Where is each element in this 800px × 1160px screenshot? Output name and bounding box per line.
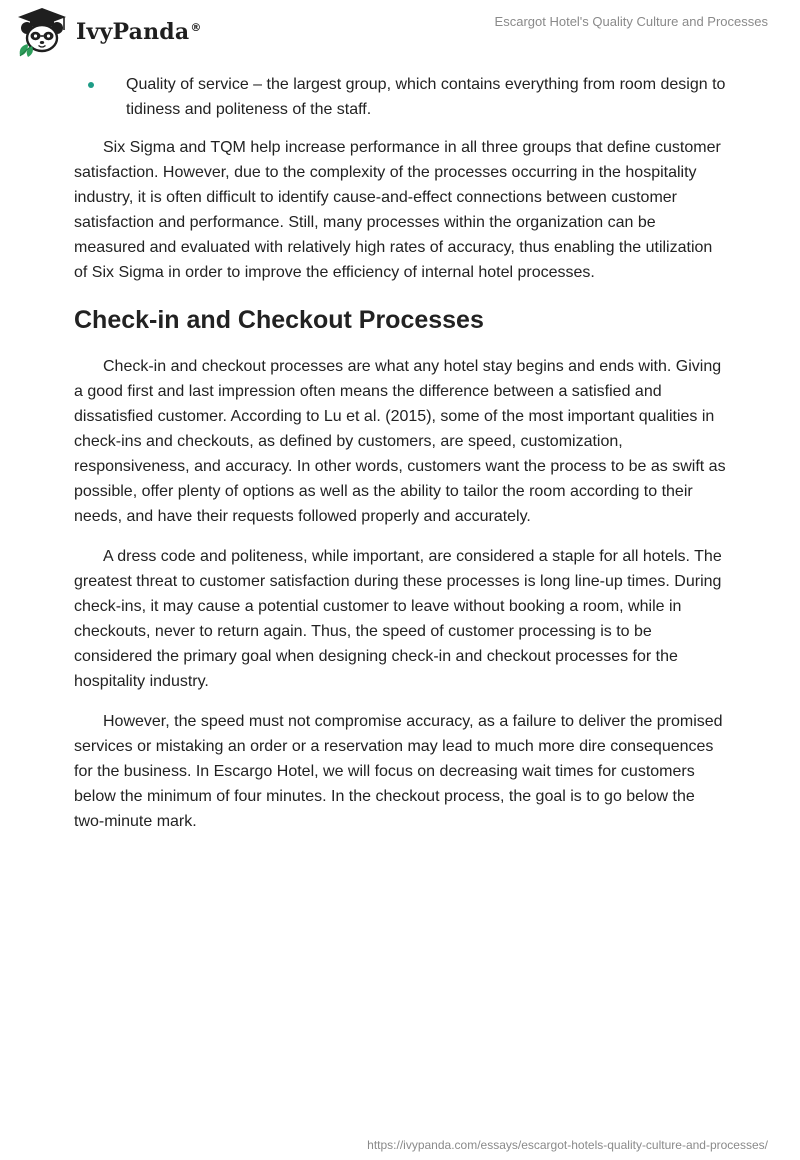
registered-mark: ® xyxy=(190,20,202,34)
page-header xyxy=(0,0,800,62)
panda-graduate-icon xyxy=(14,6,70,58)
paragraph-six-sigma: Six Sigma and TQM help increase performance in all three groups that define customer satisfaction. However, due to the complexity of the processes occurring in the hospitality industry, it is often difficult to identify cause-and-effect connections between customer satisfaction and performance. Still, many processes within the organization can be measured and evaluated with relatively high rates of accuracy, thus enabling the utilization of Six Sigma in order to improve the efficiency of internal hotel processes. xyxy=(74,139,721,281)
brand-name-text: IvyPanda xyxy=(76,19,190,45)
paragraph-speed-accuracy: However, the speed must not compromise accuracy, as a failure to deliver the promised services or mistaking an order or a reservation may lead to much more dire consequences for the business. In Escargo Hotel, we will focus on decreasing wait times for customers below the minimum of four minutes. In the checkout process, the goal is to go below the two-minute mark. xyxy=(74,713,723,830)
paragraph-dress-code: A dress code and politeness, while important, are considered a staple for all hotels. The greatest threat to customer satisfaction during these processes is long line-up times. During check-ins, it may cause a potential customer to leave without booking a room, while in checkouts, never to return again. Thus, the speed of customer processing is to be considered the primary goal when designing check-in and checkout processes for the hospitality industry. xyxy=(74,548,722,690)
section-heading: Check-in and Checkout Processes xyxy=(74,306,484,334)
brand-name xyxy=(76,19,202,45)
list-item xyxy=(74,72,726,122)
bullet-icon xyxy=(88,82,94,88)
source-url-link[interactable]: https://ivypanda.com/essays/escargot-hotels-quality-culture-and-processes/ xyxy=(367,1138,768,1152)
ivypanda-logo[interactable] xyxy=(14,6,202,58)
essay-content xyxy=(74,72,726,849)
document-title: Escargot Hotel's Quality Culture and Processes xyxy=(494,14,768,29)
bullet-text: Quality of service – the largest group, which contains everything from room design to tidiness and politeness of the staff. xyxy=(126,76,726,118)
paragraph-check-in-intro: Check-in and checkout processes are what any hotel stay begins and ends with. Giving a good first and last impression often means the difference between a satisfied and dissatisfied customer. According to Lu et al. (2015), some of the most important qualities in check-ins and checkouts, as defined by customers, are speed, customization, responsiveness, and accuracy. In other words, customers want the process to be as swift as possible, offer plenty of options as well as the ability to tailor the room according to their needs, and have their requests followed properly and accurately. xyxy=(74,358,726,525)
bullet-list xyxy=(74,72,726,122)
